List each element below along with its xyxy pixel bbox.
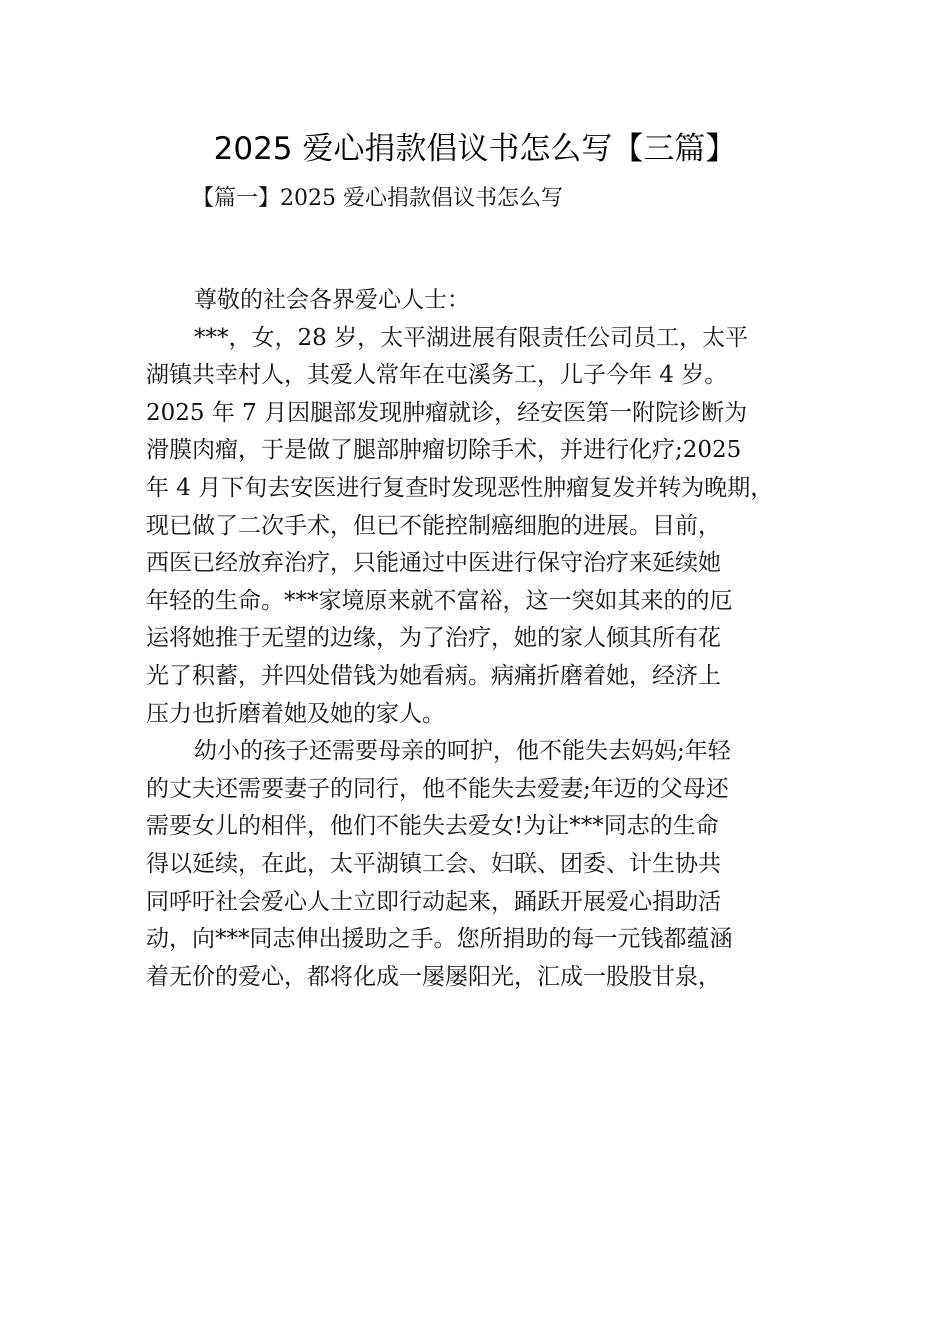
section-heading: 【篇一】2025 爱心捐款倡议书怎么写: [192, 186, 563, 211]
body-line: 着无价的爱心，都将化成一屡屡阳光，汇成一股股甘泉，: [146, 963, 721, 990]
body-line: 滑膜肉瘤，于是做了腿部肿瘤切除手术，并进行化疗;2025: [146, 437, 742, 464]
body-line: 幼小的孩子还需要母亲的呵护，他不能失去妈妈;年轻: [194, 738, 731, 765]
body-line: 动，向***同志伸出援助之手。您所捐助的每一元钱都蕴涵: [146, 926, 733, 953]
body-line: 年轻的生命。***家境原来就不富裕，这一突如其来的的厄: [146, 587, 733, 614]
body-line: 尊敬的社会各界爱心人士：: [194, 287, 470, 313]
body-line: 光了积蓄，并四处借钱为她看病。病痛折磨着她，经济上: [146, 662, 721, 689]
body-line: 需要女儿的相伴，他们不能失去爱女!为让***同志的生命: [146, 813, 719, 840]
body-line: 湖镇共幸村人，其爱人常年在屯溪务工，儿子今年 4 岁。: [146, 362, 728, 389]
body-line: 年 4 月下旬去安医进行复查时发现恶性肿瘤复发并转为晚期，: [146, 474, 774, 501]
body-line: ***，女，28 岁，太平湖进展有限责任公司员工，太平: [194, 324, 749, 351]
body-line: 2025 年 7 月因腿部发现肿瘤就诊，经安医第一附院诊断为: [146, 399, 748, 426]
body-line: 同呼吁社会爱心人士立即行动起来，踊跃开展爱心捐助活: [146, 888, 721, 915]
document-body: [146, 282, 810, 996]
body-line: 现已做了二次手术，但已不能控制癌细胞的进展。目前，: [146, 512, 721, 539]
body-line: 西医已经放弃治疗，只能通过中医进行保守治疗来延续她: [146, 550, 721, 577]
body-line: 运将她推于无望的边缘，为了治疗，她的家人倾其所有花: [146, 625, 721, 652]
body-line: 的丈夫还需要妻子的同行，他不能失去爱妻;年迈的父母还: [146, 775, 729, 802]
document-title: 2025 爱心捐款倡议书怎么写【三篇】: [213, 131, 737, 167]
body-line: 压力也折磨着她及她的家人。: [146, 700, 445, 727]
body-line: 得以延续，在此，太平湖镇工会、妇联、团委、计生协共: [146, 850, 721, 877]
